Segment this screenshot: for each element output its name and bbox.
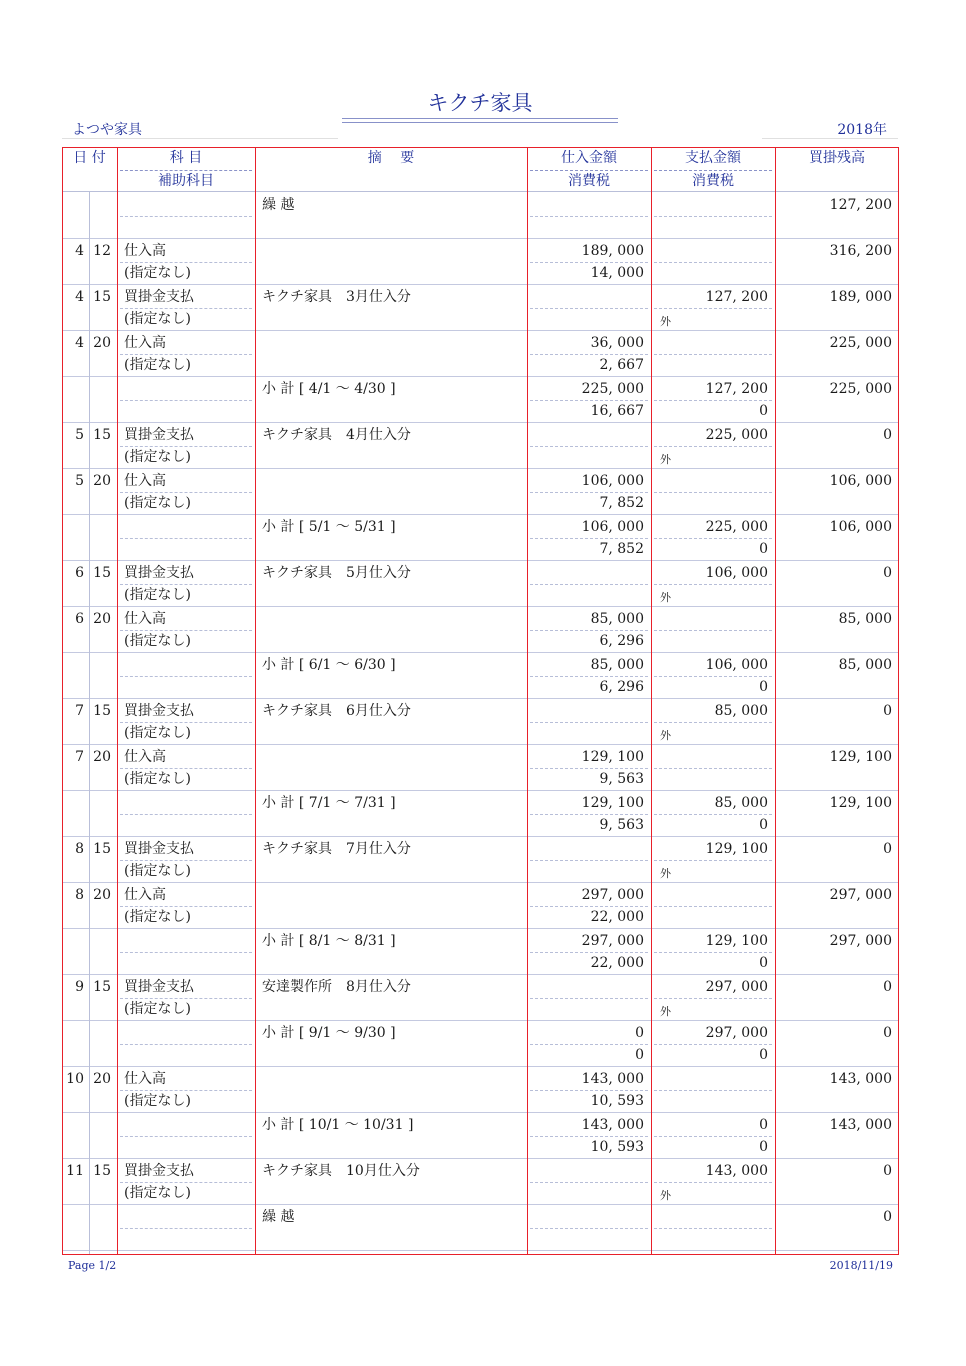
header-account: 科 目: [169, 150, 203, 166]
row-separator: [654, 308, 772, 309]
cell-pur: 36, 000: [590, 335, 644, 351]
cell-pay-tax: 外: [660, 315, 671, 328]
cell-account: 仕入高: [124, 749, 166, 765]
table-row: [62, 239, 899, 285]
row-separator: [530, 1136, 648, 1137]
row-separator: [654, 446, 772, 447]
cell-bal: 127, 200: [829, 197, 892, 213]
header-separator: [530, 170, 648, 171]
year-underline: [762, 138, 898, 139]
table-row: [62, 607, 899, 653]
row-separator: [530, 952, 648, 953]
cell-pur-tax: 6, 296: [599, 633, 644, 649]
row-separator: [120, 354, 252, 355]
row-separator: [654, 814, 772, 815]
row-separator: [120, 584, 252, 585]
header-separator: [654, 170, 772, 171]
cell-m: 11: [66, 1163, 84, 1179]
row-separator: [654, 354, 772, 355]
date-divider: [89, 192, 90, 1255]
ledger-table: [62, 147, 899, 1255]
table-row: [62, 653, 899, 699]
row-separator: [654, 538, 772, 539]
cell-account: 買掛金支払: [124, 703, 194, 719]
row-separator: [530, 538, 648, 539]
table-row: [62, 883, 899, 929]
header-separator: [120, 170, 252, 171]
cell-pur-tax: 22, 000: [590, 909, 644, 925]
header-purchase: 仕入金額: [561, 150, 617, 166]
table-row: [62, 285, 899, 331]
cell-summary: 小 計 [ 9/1 〜 9/30 ]: [262, 1025, 396, 1041]
row-separator: [530, 584, 648, 585]
cell-pay: 297, 000: [705, 1025, 768, 1041]
cell-bal: 225, 000: [829, 381, 892, 397]
column-divider: [527, 147, 528, 1255]
cell-pur: 106, 000: [581, 519, 644, 535]
row-separator: [120, 492, 252, 493]
cell-account: 買掛金支払: [124, 427, 194, 443]
row-separator: [530, 446, 648, 447]
cell-bal: 0: [883, 1209, 892, 1225]
cell-account: 仕入高: [124, 335, 166, 351]
table-row: [62, 791, 899, 837]
row-separator: [120, 1228, 252, 1229]
cell-pay: 85, 000: [714, 795, 768, 811]
cell-pay-tax: 外: [660, 1189, 671, 1202]
cell-pay-tax: 外: [660, 867, 671, 880]
row-separator: [530, 722, 648, 723]
table-row: [62, 469, 899, 515]
cell-m: 4: [75, 289, 84, 305]
print-date: 2018/11/19: [829, 1259, 893, 1272]
table-row: [62, 515, 899, 561]
row-separator: [530, 262, 648, 263]
row-separator: [654, 1044, 772, 1045]
cell-pur: 129, 100: [581, 749, 644, 765]
cell-bal: 143, 000: [829, 1117, 892, 1133]
cell-account: 買掛金支払: [124, 565, 194, 581]
row-separator: [530, 354, 648, 355]
row-separator: [120, 262, 252, 263]
cell-account: 仕入高: [124, 1071, 166, 1087]
cell-d: 20: [93, 749, 111, 765]
cell-bal: 85, 000: [838, 657, 892, 673]
header-summary: 摘 要: [367, 150, 415, 166]
cell-sub: (指定なし): [124, 633, 191, 649]
row-separator: [120, 400, 252, 401]
cell-d: 15: [93, 841, 111, 857]
cell-pur: 85, 000: [590, 657, 644, 673]
cell-pay-tax: 0: [759, 1139, 768, 1155]
cell-pur: 143, 000: [581, 1071, 644, 1087]
cell-sub: (指定なし): [124, 771, 191, 787]
cell-d: 15: [93, 1163, 111, 1179]
cell-summary: キクチ家具 4月仕入分: [262, 427, 411, 443]
cell-bal: 0: [883, 703, 892, 719]
row-separator: [530, 676, 648, 677]
cell-pay: 129, 100: [705, 933, 768, 949]
row-separator: [530, 400, 648, 401]
cell-d: 15: [93, 703, 111, 719]
row-separator: [120, 630, 252, 631]
cell-m: 4: [75, 243, 84, 259]
row-separator: [654, 722, 772, 723]
row-separator: [120, 538, 252, 539]
row-separator: [654, 1090, 772, 1091]
row-separator: [530, 1182, 648, 1183]
row-separator: [654, 262, 772, 263]
column-divider: [117, 147, 118, 1255]
row-separator: [654, 906, 772, 907]
cell-pay: 0: [759, 1117, 768, 1133]
header-payment-tax: 消費税: [692, 173, 734, 189]
cell-pur-tax: 7, 852: [599, 541, 644, 557]
row-separator: [120, 1090, 252, 1091]
cell-pay: 127, 200: [705, 289, 768, 305]
cell-d: 20: [93, 611, 111, 627]
cell-summary: キクチ家具 5月仕入分: [262, 565, 411, 581]
cell-pay-tax: 0: [759, 541, 768, 557]
cell-m: 5: [75, 427, 84, 443]
cell-pay: 225, 000: [705, 519, 768, 535]
cell-bal: 129, 100: [829, 795, 892, 811]
cell-summary: 小 計 [ 7/1 〜 7/31 ]: [262, 795, 396, 811]
cell-sub: (指定なし): [124, 265, 191, 281]
cell-pur: 129, 100: [581, 795, 644, 811]
cell-summary: キクチ家具 7月仕入分: [262, 841, 411, 857]
cell-pay-tax: 外: [660, 729, 671, 742]
cell-m: 5: [75, 473, 84, 489]
cell-pay: 297, 000: [705, 979, 768, 995]
cell-summary: 小 計 [ 5/1 〜 5/31 ]: [262, 519, 396, 535]
cell-pur-tax: 2, 667: [599, 357, 644, 373]
cell-m: 9: [75, 979, 84, 995]
row-separator: [654, 998, 772, 999]
cell-sub: (指定なし): [124, 909, 191, 925]
cell-pay-tax: 外: [660, 1005, 671, 1018]
cell-d: 20: [93, 473, 111, 489]
table-row: [62, 1067, 899, 1113]
table-row: [62, 745, 899, 791]
table-row: [62, 423, 899, 469]
header-sub-account: 補助科目: [158, 173, 214, 189]
cell-summary: 繰 越: [262, 197, 295, 213]
cell-m: 6: [75, 611, 84, 627]
cell-account: 仕入高: [124, 243, 166, 259]
row-separator: [530, 906, 648, 907]
table-row: [62, 331, 899, 377]
cell-summary: 小 計 [ 6/1 〜 6/30 ]: [262, 657, 396, 673]
row-separator: [120, 1044, 252, 1045]
cell-bal: 106, 000: [829, 519, 892, 535]
table-row: [62, 929, 899, 975]
row-separator: [120, 722, 252, 723]
cell-account: 買掛金支払: [124, 979, 194, 995]
row-separator: [530, 492, 648, 493]
cell-summary: 小 計 [ 4/1 〜 4/30 ]: [262, 381, 396, 397]
cell-sub: (指定なし): [124, 587, 191, 603]
header-purchase-tax: 消費税: [568, 173, 610, 189]
cell-m: 7: [75, 749, 84, 765]
table-row: [62, 193, 899, 239]
cell-bal: 297, 000: [829, 887, 892, 903]
row-separator: [120, 308, 252, 309]
row-separator: [120, 998, 252, 999]
row-separator: [654, 584, 772, 585]
cell-d: 12: [93, 243, 111, 259]
cell-d: 15: [93, 427, 111, 443]
cell-account: 買掛金支払: [124, 289, 194, 305]
company-name: よつや家具: [72, 122, 142, 138]
cell-bal: 316, 200: [829, 243, 892, 259]
column-divider: [651, 147, 652, 1255]
row-separator: [654, 1182, 772, 1183]
cell-summary: 小 計 [ 8/1 〜 8/31 ]: [262, 933, 396, 949]
cell-summary: 繰 越: [262, 1209, 295, 1225]
row-separator: [530, 1228, 648, 1229]
cell-pay: 129, 100: [705, 841, 768, 857]
cell-pay: 225, 000: [705, 427, 768, 443]
row-separator: [530, 308, 648, 309]
title-underline: [342, 118, 618, 123]
row-separator: [654, 860, 772, 861]
cell-pur-tax: 7, 852: [599, 495, 644, 511]
row-separator: [654, 676, 772, 677]
row-separator: [654, 768, 772, 769]
cell-d: 20: [93, 335, 111, 351]
cell-pur-tax: 16, 667: [590, 403, 644, 419]
row-separator: [654, 1228, 772, 1229]
row-separator: [120, 676, 252, 677]
cell-bal: 297, 000: [829, 933, 892, 949]
cell-m: 8: [75, 841, 84, 857]
cell-bal: 0: [883, 565, 892, 581]
cell-pur: 297, 000: [581, 933, 644, 949]
cell-pay: 106, 000: [705, 657, 768, 673]
cell-account: 仕入高: [124, 473, 166, 489]
row-separator: [120, 952, 252, 953]
cell-bal: 0: [883, 427, 892, 443]
cell-account: 仕入高: [124, 611, 166, 627]
cell-pur-tax: 10, 593: [590, 1139, 644, 1155]
cell-bal: 0: [883, 841, 892, 857]
cell-sub: (指定なし): [124, 449, 191, 465]
cell-pay: 127, 200: [705, 381, 768, 397]
table-row: [62, 1205, 899, 1251]
cell-m: 7: [75, 703, 84, 719]
row-separator: [530, 998, 648, 999]
table-row: [62, 975, 899, 1021]
cell-m: 10: [66, 1071, 84, 1087]
company-underline: [62, 138, 338, 139]
cell-pur-tax: 9, 563: [599, 817, 644, 833]
table-row: [62, 561, 899, 607]
cell-summary: キクチ家具 6月仕入分: [262, 703, 411, 719]
table-row: [62, 377, 899, 423]
cell-sub: (指定なし): [124, 725, 191, 741]
cell-sub: (指定なし): [124, 1001, 191, 1017]
table-row: [62, 1021, 899, 1067]
cell-pur: 225, 000: [581, 381, 644, 397]
cell-pay-tax: 0: [759, 817, 768, 833]
row-separator: [120, 860, 252, 861]
cell-pur: 85, 000: [590, 611, 644, 627]
page-number: Page 1/2: [68, 1259, 117, 1272]
cell-bal: 189, 000: [829, 289, 892, 305]
cell-bal: 225, 000: [829, 335, 892, 351]
row-separator: [654, 492, 772, 493]
row-separator: [120, 1136, 252, 1137]
row-separator: [120, 1182, 252, 1183]
cell-d: 15: [93, 289, 111, 305]
cell-pay-tax: 0: [759, 955, 768, 971]
row-separator: [120, 814, 252, 815]
cell-pur: 297, 000: [581, 887, 644, 903]
cell-pur: 143, 000: [581, 1117, 644, 1133]
cell-summary: 小 計 [ 10/1 〜 10/31 ]: [262, 1117, 414, 1133]
cell-sub: (指定なし): [124, 357, 191, 373]
header-payment: 支払金額: [685, 150, 741, 166]
row-separator: [120, 906, 252, 907]
cell-pay: 85, 000: [714, 703, 768, 719]
row-separator: [530, 1044, 648, 1045]
cell-d: 20: [93, 1071, 111, 1087]
cell-bal: 143, 000: [829, 1071, 892, 1087]
cell-summary: キクチ家具 10月仕入分: [262, 1163, 420, 1179]
cell-sub: (指定なし): [124, 1185, 191, 1201]
header-date: 日 付: [73, 150, 106, 166]
cell-pay-tax: 0: [759, 403, 768, 419]
cell-bal: 85, 000: [838, 611, 892, 627]
cell-bal: 106, 000: [829, 473, 892, 489]
cell-d: 20: [93, 887, 111, 903]
cell-pur-tax: 22, 000: [590, 955, 644, 971]
cell-sub: (指定なし): [124, 863, 191, 879]
table-row: [62, 1159, 899, 1205]
table-row: [62, 699, 899, 745]
header-balance: 買掛残高: [809, 150, 865, 166]
cell-pur: 0: [635, 1025, 644, 1041]
cell-d: 15: [93, 565, 111, 581]
cell-pay: 106, 000: [705, 565, 768, 581]
row-separator: [120, 446, 252, 447]
cell-m: 8: [75, 887, 84, 903]
cell-pay-tax: 0: [759, 679, 768, 695]
cell-pur-tax: 6, 296: [599, 679, 644, 695]
cell-summary: 安達製作所 8月仕入分: [262, 979, 411, 995]
table-row: [62, 1113, 899, 1159]
cell-sub: (指定なし): [124, 495, 191, 511]
cell-bal: 0: [883, 979, 892, 995]
row-separator: [654, 1136, 772, 1137]
row-separator: [654, 400, 772, 401]
table-row: [62, 837, 899, 883]
cell-account: 買掛金支払: [124, 841, 194, 857]
cell-account: 買掛金支払: [124, 1163, 194, 1179]
row-separator: [120, 768, 252, 769]
row-separator: [530, 216, 648, 217]
row-separator: [530, 768, 648, 769]
cell-pay-tax: 外: [660, 453, 671, 466]
cell-sub: (指定なし): [124, 311, 191, 327]
cell-pay-tax: 0: [759, 1047, 768, 1063]
cell-pur: 189, 000: [581, 243, 644, 259]
cell-bal: 0: [883, 1163, 892, 1179]
cell-pay: 143, 000: [705, 1163, 768, 1179]
row-separator: [530, 860, 648, 861]
cell-pur-tax: 14, 000: [590, 265, 644, 281]
column-divider: [775, 147, 776, 1255]
cell-pur-tax: 9, 563: [599, 771, 644, 787]
cell-pur-tax: 0: [635, 1047, 644, 1063]
page-title: キクチ家具: [427, 91, 533, 115]
row-separator: [530, 630, 648, 631]
cell-bal: 0: [883, 1025, 892, 1041]
header-bottom-rule: [62, 191, 899, 192]
cell-sub: (指定なし): [124, 1093, 191, 1109]
column-divider: [255, 147, 256, 1255]
cell-account: 仕入高: [124, 887, 166, 903]
row-separator: [654, 952, 772, 953]
cell-bal: 129, 100: [829, 749, 892, 765]
row-separator: [654, 630, 772, 631]
cell-m: 6: [75, 565, 84, 581]
cell-d: 15: [93, 979, 111, 995]
row-separator: [530, 814, 648, 815]
cell-summary: キクチ家具 3月仕入分: [262, 289, 411, 305]
row-separator: [120, 216, 252, 217]
row-separator: [530, 1090, 648, 1091]
report-year: 2018年: [837, 122, 887, 138]
cell-m: 4: [75, 335, 84, 351]
cell-pur: 106, 000: [581, 473, 644, 489]
row-separator: [654, 216, 772, 217]
row-rule: [62, 1250, 899, 1251]
cell-pay-tax: 外: [660, 591, 671, 604]
cell-pur-tax: 10, 593: [590, 1093, 644, 1109]
